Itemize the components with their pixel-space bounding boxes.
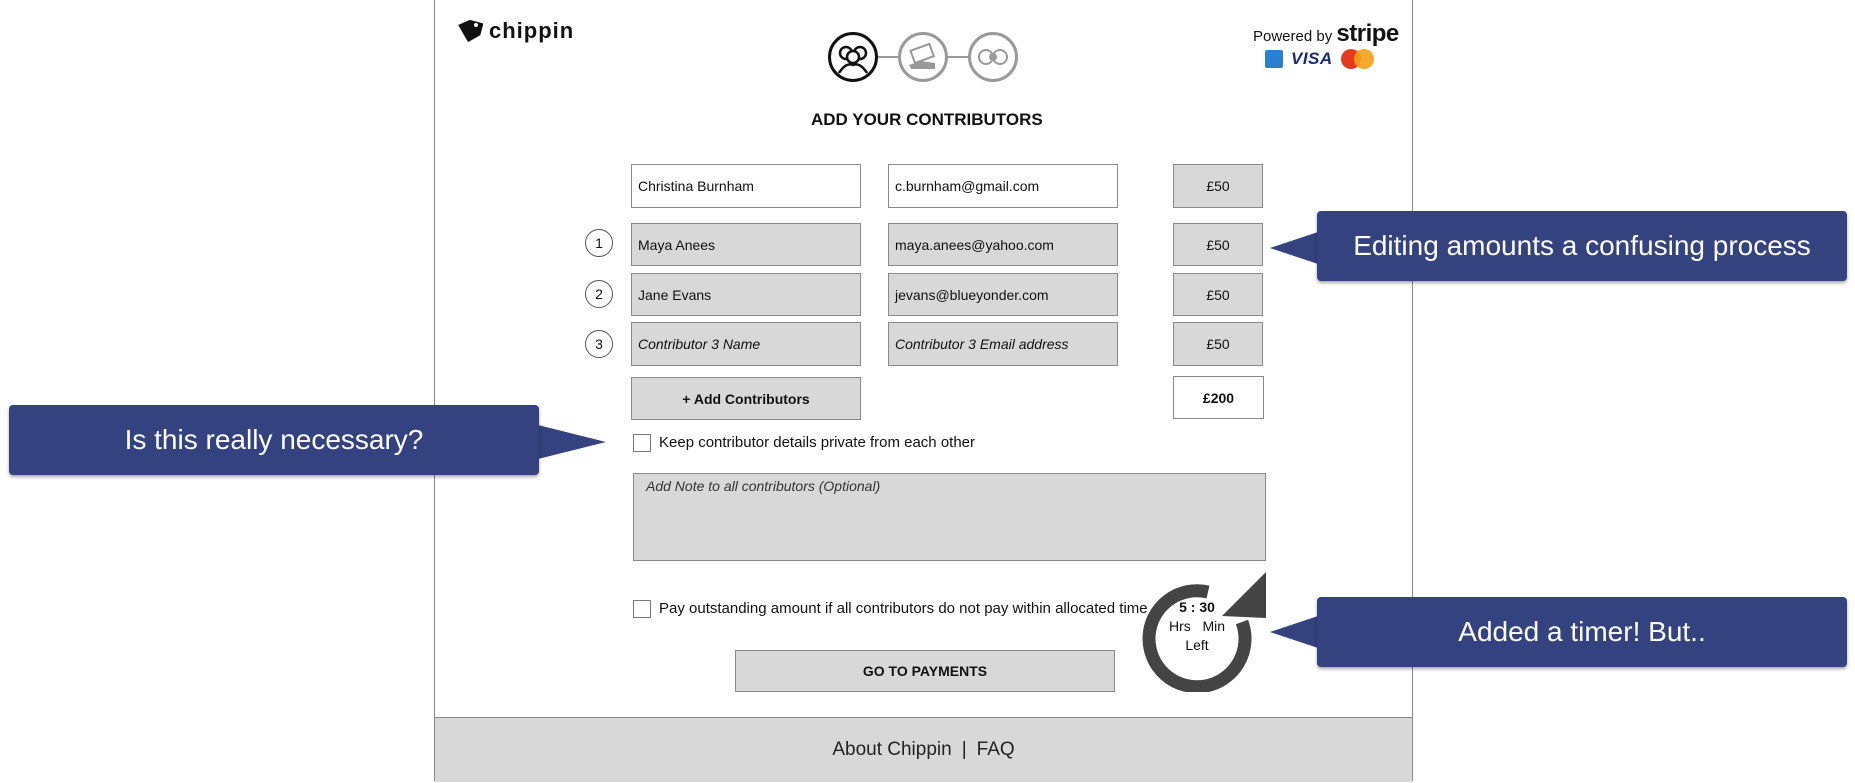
group-icon	[831, 35, 875, 79]
step-confirm[interactable]	[968, 32, 1018, 82]
step-indicator	[828, 32, 1020, 86]
page-title: ADD YOUR CONTRIBUTORS	[811, 110, 1043, 129]
callout-pointer	[538, 425, 606, 459]
footer	[435, 717, 1412, 782]
timer-readout	[1160, 598, 1234, 655]
privacy-checkbox[interactable]	[633, 434, 651, 452]
step-connector	[876, 56, 900, 58]
contributor-email-input[interactable]: maya.anees@yahoo.com	[888, 223, 1118, 266]
mastercard-icon	[1341, 49, 1375, 69]
card-payment-icon	[901, 35, 945, 79]
contributor-name-input[interactable]: Jane Evans	[631, 273, 861, 316]
total-amount: £200	[1173, 376, 1264, 419]
contributor-email-input[interactable]: Contributor 3 Email address	[888, 322, 1118, 366]
contributor-amount-input[interactable]: £50	[1173, 223, 1263, 266]
powered-by-label: Powered by	[1253, 28, 1333, 45]
go-to-payments-button[interactable]: GO TO PAYMENTS	[735, 650, 1115, 692]
callout-pointer	[1270, 232, 1318, 264]
note-textarea[interactable]: Add Note to all contributors (Optional)	[633, 473, 1266, 561]
callout-timer: Added a timer! But..	[1317, 597, 1847, 667]
step-payment[interactable]	[898, 32, 948, 82]
timer-left: Left	[1185, 637, 1209, 653]
faq-link[interactable]: FAQ	[976, 739, 1015, 760]
pay-outstanding-label: Pay outstanding amount if all contributors do not pay within allocated time	[659, 600, 1148, 617]
about-link[interactable]: About Chippin	[832, 739, 952, 760]
powered-by-stripe	[1253, 20, 1399, 48]
organizer-amount-input[interactable]: £50	[1173, 164, 1263, 208]
tag-icon	[455, 18, 483, 44]
step-connector	[946, 56, 970, 58]
stripe-logo: stripe	[1336, 20, 1399, 47]
contributor-name-input[interactable]: Maya Anees	[631, 223, 861, 266]
contributor-number-badge: 1	[585, 229, 613, 257]
contributor-amount-input[interactable]: £50	[1173, 322, 1263, 366]
contributor-number-badge: 2	[585, 280, 613, 308]
footer-separator: |	[961, 739, 967, 760]
step-contributors[interactable]	[828, 32, 878, 82]
callout-pointer	[1270, 616, 1318, 648]
privacy-checkbox-label: Keep contributor details private from each other	[659, 434, 976, 451]
pay-outstanding-checkbox[interactable]	[633, 600, 651, 618]
timer-units: Hrs Min	[1169, 618, 1225, 634]
accepted-cards	[1265, 49, 1375, 69]
contributor-email-input[interactable]: jevans@blueyonder.com	[888, 273, 1118, 316]
chippin-logo	[455, 18, 574, 44]
timer-time: 5 : 30	[1179, 599, 1215, 615]
organizer-email-input[interactable]: c.burnham@gmail.com	[888, 164, 1118, 208]
contributor-name-input[interactable]: Contributor 3 Name	[631, 322, 861, 366]
callout-editing-amounts: Editing amounts a confusing process	[1317, 211, 1847, 281]
brand-name: chippin	[489, 18, 575, 43]
add-contributors-button[interactable]: + Add Contributors	[631, 377, 861, 420]
amex-card-icon	[1265, 50, 1283, 68]
coins-icon	[971, 35, 1015, 79]
callout-privacy-necessary: Is this really necessary?	[9, 405, 539, 475]
contributor-amount-input[interactable]: £50	[1173, 273, 1263, 316]
organizer-name-input[interactable]: Christina Burnham	[631, 164, 861, 208]
visa-card-icon: VISA	[1291, 49, 1333, 68]
contributor-number-badge: 3	[585, 330, 613, 358]
